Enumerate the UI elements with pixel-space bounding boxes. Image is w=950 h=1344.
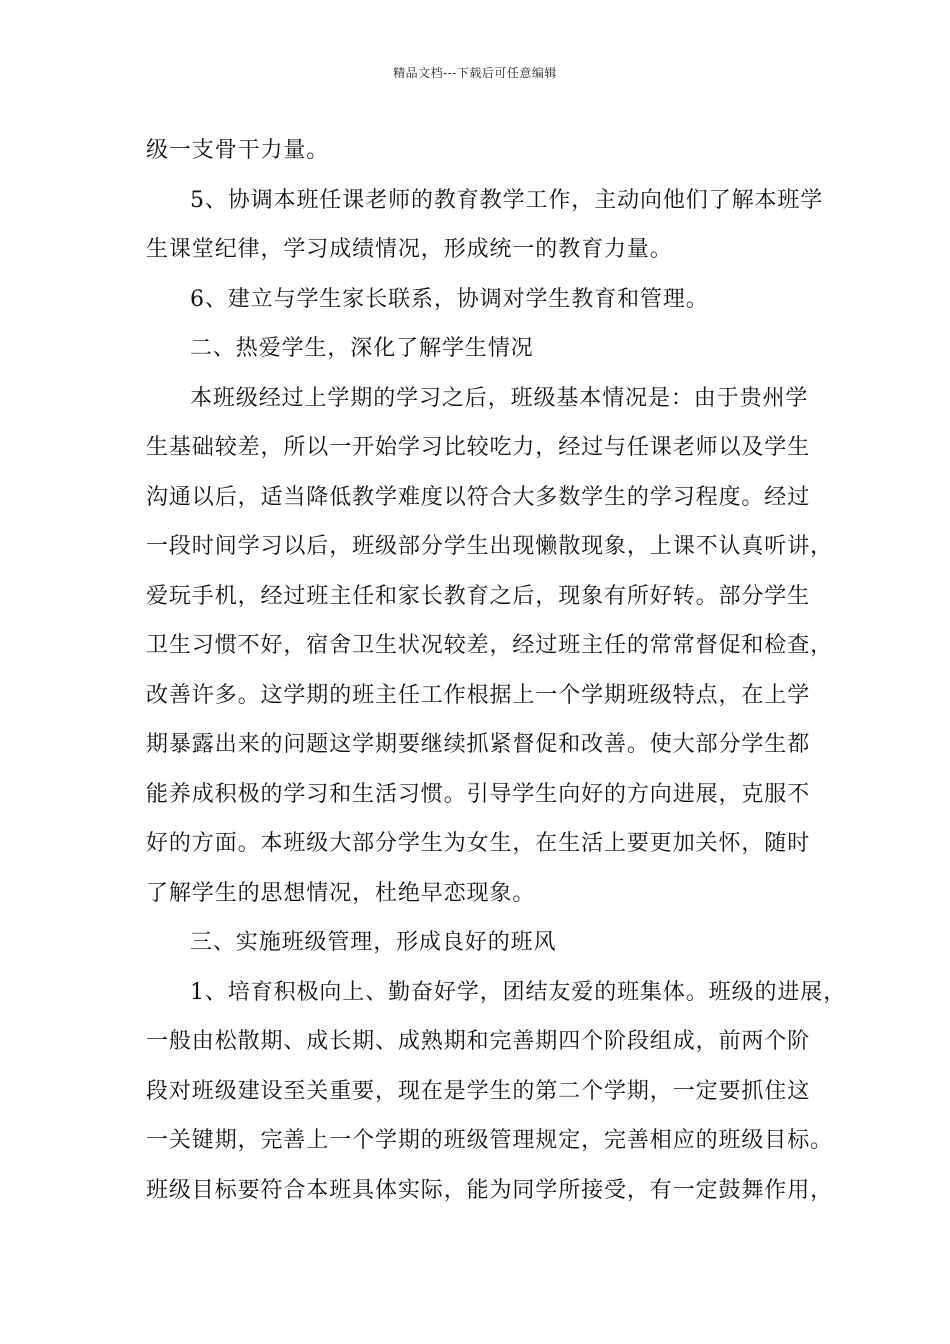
text-line: 本班级经过上学期的学习之后，班级基本情况是：由于贵州学 xyxy=(190,385,809,411)
text-line: 级一支骨干力量。 xyxy=(146,138,330,163)
text-line: 一段时间学习以后，班级部分学生出现懒散现象，上课不认真听讲， xyxy=(146,534,834,559)
section-heading: 二、热爱学生，深化了解学生情况 xyxy=(190,336,534,361)
text-line: 期暴露出来的问题这学期要继续抓紧督促和改善。使大部分学生都 xyxy=(146,732,811,757)
text-line: 卫生习惯不好，宿舍卫生状况较差，经过班主任的常常督促和检查， xyxy=(146,633,834,658)
text-line: 生课堂纪律，学习成绩情况，形成统一的教育力量。 xyxy=(146,237,673,262)
text-line: 生基础较差，所以一开始学习比较吃力，经过与任课老师以及学生 xyxy=(146,435,811,460)
text-line: 改善许多。这学期的班主任工作根据上一个学期班级特点，在上学 xyxy=(146,682,811,708)
section-heading: 三、实施班级管理，形成良好的班风 xyxy=(190,930,557,955)
document-body xyxy=(146,126,847,1215)
text-line: 5、协调本班任课老师的教育教学工作，主动向他们了解本班学 xyxy=(190,187,824,213)
text-line: 好的方面。本班级大部分学生为女生，在生活上要更加关怀，随时 xyxy=(146,831,811,856)
text-line: 6、建立与学生家长联系，协调对学生教育和管理。 xyxy=(190,286,709,312)
text-line: 段对班级建设至关重要，现在是学生的第二个学期，一定要抓住这 xyxy=(146,1078,811,1104)
page-header: 精品文档---下载后可任意编辑 xyxy=(393,66,557,80)
text-line: 一关键期，完善上一个学期的班级管理规定，完善相应的班级目标。 xyxy=(146,1128,834,1153)
text-line: 班级目标要符合本班具体实际，能为同学所接受，有一定鼓舞作用， xyxy=(146,1177,834,1203)
text-line: 爱玩手机，经过班主任和家长教育之后，现象有所好转。部分学生 xyxy=(146,583,811,609)
text-line: 1、培育积极向上、勤奋好学，团结友爱的班集体。班级的进展， xyxy=(190,979,847,1005)
text-line: 一般由松散期、成长期、成熟期和完善期四个阶段组成，前两个阶 xyxy=(146,1029,811,1054)
text-line: 能养成积极的学习和生活习惯。引导学生向好的方向进展，克服不 xyxy=(146,781,811,807)
text-line: 沟通以后，适当降低教学难度以符合大多数学生的学习程度。经过 xyxy=(146,484,811,510)
text-line: 了解学生的思想情况，杜绝早恋现象。 xyxy=(146,880,536,906)
